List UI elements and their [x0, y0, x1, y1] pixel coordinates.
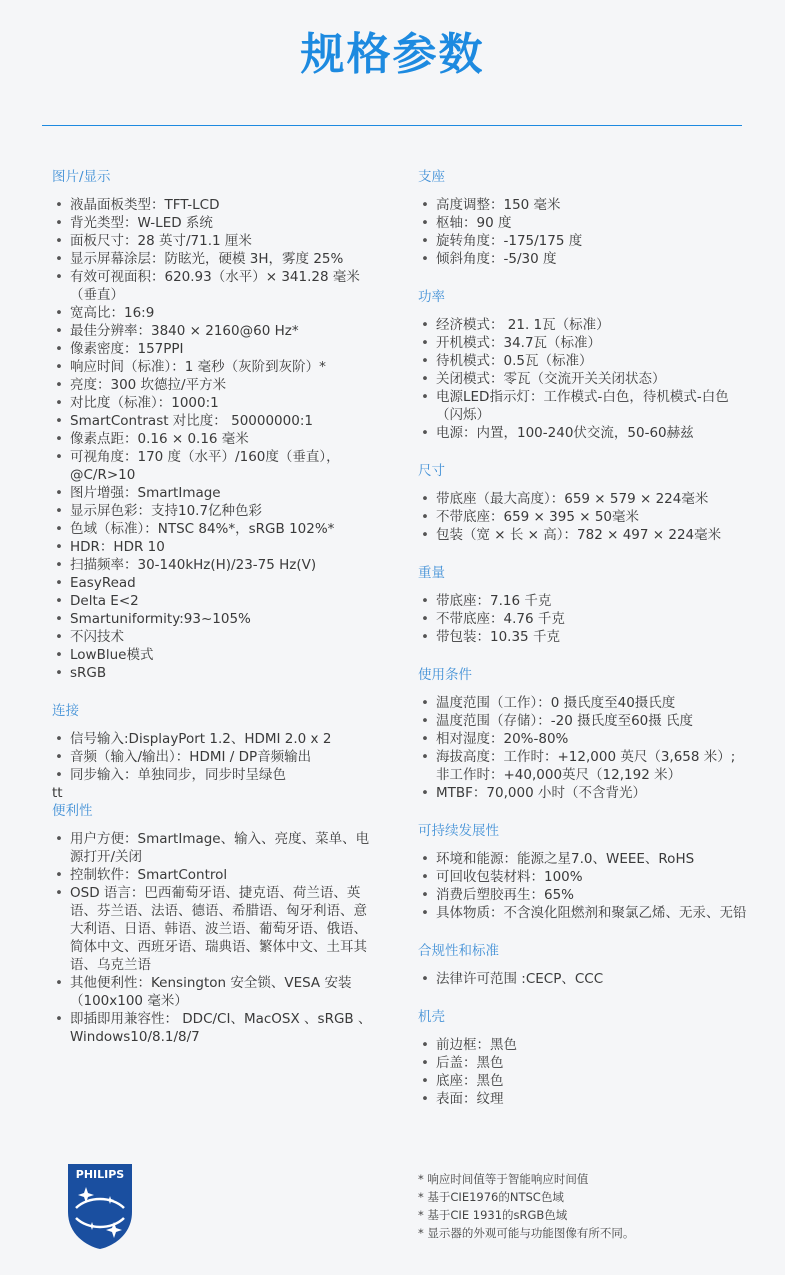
spec-item: • 响应时间（标准）：1 毫秒（灰阶到灰阶）* [52, 358, 372, 376]
spec-item: • 背光类型：W-LED 系统 [52, 214, 372, 232]
spec-item: • 亮度：300 坎德拉/平方米 [52, 376, 372, 394]
spec-item: • 前边框：黑色 [418, 1036, 748, 1054]
page-title: 规格参数 [300, 29, 485, 80]
spec-item: • 带底座：7.16 千克 [418, 592, 748, 610]
spec-item: • 音频（输入/输出）：HDMI / DP音频输出 [52, 748, 372, 766]
spec-item: • 法律许可范围 :CECP、CCC [418, 970, 748, 988]
spec-item: • 用户方便：SmartImage、输入、亮度、菜单、电源打开/关闭 [52, 830, 372, 866]
spec-item: • MTBF：70,000 小时（不含背光） [418, 784, 748, 802]
spec-list [418, 316, 748, 442]
spec-item: • 色域（标准）：NTSC 84%*，sRGB 102%* [52, 520, 372, 538]
spec-item: • 高度调整：150 毫米 [418, 196, 748, 214]
spec-item: • 像素点距：0.16 × 0.16 毫米 [52, 430, 372, 448]
spec-section [418, 564, 748, 646]
spec-section [418, 666, 748, 802]
spec-item: • 其他便利性：Kensington 安全锁、VESA 安装（100x100 毫米） [52, 974, 372, 1010]
section-title: 使用条件 [418, 667, 472, 683]
spec-item: • 信号输入:DisplayPort 1.2、HDMI 2.0 x 2 [52, 730, 372, 748]
spec-item: • 液晶面板类型：TFT-LCD [52, 196, 372, 214]
spec-item: • 包装（宽 × 长 × 高）：782 × 497 × 224毫米 [418, 526, 748, 544]
spec-item: • 不带底座：4.76 千克 [418, 610, 748, 628]
spec-item: • LowBlue模式 [52, 646, 372, 664]
spec-item: • 有效可视面积：620.93（水平）× 341.28 毫米（垂直） [52, 268, 372, 304]
spec-section [418, 462, 748, 544]
spec-item: • 枢轴：90 度 [418, 214, 748, 232]
spec-item: • 消费后塑胶再生：65% [418, 886, 748, 904]
spec-section [52, 802, 372, 1046]
footnote: * 响应时间值等于智能响应时间值 [418, 1172, 589, 1186]
footnotes [418, 1170, 758, 1242]
spec-section [418, 942, 748, 988]
spec-section [52, 702, 372, 802]
spec-item: • 像素密度：157PPI [52, 340, 372, 358]
spec-item: • 显示屏幕涂层：防眩光，硬模 3H，雾度 25% [52, 250, 372, 268]
spec-item: • 电源：内置，100-240伏交流，50-60赫兹 [418, 424, 748, 442]
spec-item: • 带包装：10.35 千克 [418, 628, 748, 646]
spec-item: • 对比度（标准）：1000:1 [52, 394, 372, 412]
spec-item: • 可视角度：170 度（水平）/160度（垂直），@C/R>10 [52, 448, 372, 484]
footnote: * 显示器的外观可能与功能图像有所不同。 [418, 1226, 635, 1240]
spec-item: • 相对湿度：20%-80% [418, 730, 748, 748]
spec-item: • 表面：纹理 [418, 1090, 748, 1108]
section-title: 支座 [418, 169, 445, 185]
section-title: 可持续发展性 [418, 823, 499, 839]
spec-item: • 宽高比：16:9 [52, 304, 372, 322]
spec-section [418, 822, 748, 922]
spec-item: • 显示屏色彩：支持10.7亿种色彩 [52, 502, 372, 520]
spec-item: • 温度范围（存储）：-20 摄氏度至60摄 氏度 [418, 712, 748, 730]
spec-item: • 不闪技术 [52, 628, 372, 646]
section-title: 连接 [52, 703, 79, 719]
spec-item: • 最佳分辨率：3840 × 2160@60 Hz* [52, 322, 372, 340]
section-title: 图片/显示 [52, 169, 111, 185]
spec-section [52, 168, 372, 682]
spec-item: • 待机模式：0.5瓦（标准） [418, 352, 748, 370]
section-title: 尺寸 [418, 463, 445, 479]
spec-item: • 具体物质：不含溴化阻燃剂和聚氯乙烯、无汞、无铅 [418, 904, 748, 922]
spec-list [418, 850, 748, 922]
spec-item: • OSD 语言：巴西葡萄牙语、捷克语、荷兰语、英语、芬兰语、法语、德语、希腊语、匈牙利语、意大利语、日语、韩语、波兰语、葡萄牙语、俄语、简体中文、西班牙语、瑞典语、繁体中文、土耳其语、乌克兰语 [52, 884, 372, 974]
spec-item: • 底座：黑色 [418, 1072, 748, 1090]
spec-list [418, 490, 748, 544]
spec-item: • 图片增强：SmartImage [52, 484, 372, 502]
spec-item: • 倾斜角度：-5/30 度 [418, 250, 748, 268]
philips-shield-logo [66, 1162, 134, 1250]
title-divider [42, 125, 742, 126]
footnote: * 基于CIE1976的NTSC色域 [418, 1190, 564, 1204]
section-title: 便利性 [52, 803, 93, 819]
spec-item: • 温度范围（工作）：0 摄氏度至40摄氏度 [418, 694, 748, 712]
section-title: 合规性和标准 [418, 943, 499, 959]
spec-section [418, 168, 748, 268]
spec-item: • 可回收包装材料：100% [418, 868, 748, 886]
spec-list [52, 730, 372, 784]
spec-item: • HDR：HDR 10 [52, 538, 372, 556]
spec-item: • 海拔高度：工作时：+12,000 英尺（3,658 米）;非工作时：+40,000英尺（12,192 米） [418, 748, 748, 784]
spec-item: • EasyRead [52, 574, 372, 592]
spec-item: • 面板尺寸：28 英寸/71.1 厘米 [52, 232, 372, 250]
spec-list [418, 970, 748, 988]
spec-item: • 旋转角度：-175/175 度 [418, 232, 748, 250]
spec-item: • 开机模式：34.7瓦（标准） [418, 334, 748, 352]
spec-item: • 同步输入：单独同步，同步时呈绿色 [52, 766, 372, 784]
spec-item: • 经济模式： 21. 1瓦（标准） [418, 316, 748, 334]
spec-section [418, 288, 748, 442]
spec-list [52, 830, 372, 1046]
spec-item: • 后盖：黑色 [418, 1054, 748, 1072]
spec-item: • Smartuniformity:93~105% [52, 610, 372, 628]
spec-item: • 环境和能源：能源之星7.0、WEEE、RoHS [418, 850, 748, 868]
spec-item: • 关闭模式：零瓦（交流开关关闭状态） [418, 370, 748, 388]
spec-item: • 控制软件：SmartControl [52, 866, 372, 884]
right-spec-column [418, 168, 748, 1108]
spec-section [418, 1008, 748, 1108]
section-title: 机壳 [418, 1009, 445, 1025]
logo-wordmark: PHILIPS [75, 1168, 125, 1181]
spec-item: • Delta E<2 [52, 592, 372, 610]
spec-item: • sRGB [52, 664, 372, 682]
spec-list [418, 694, 748, 802]
spec-list [52, 196, 372, 682]
spec-list [418, 196, 748, 268]
footnote: * 基于CIE 1931的sRGB色域 [418, 1208, 568, 1222]
spec-item: • 不带底座：659 × 395 × 50毫米 [418, 508, 748, 526]
left-spec-column [52, 168, 372, 1046]
spec-list [418, 592, 748, 646]
spec-item: • 即插即用兼容性： DDC/CI、MacOSX 、sRGB 、 Windows10/8.1/8/7 [52, 1010, 372, 1046]
spec-item: • 电源LED指示灯：工作模式-白色，待机模式-白色（闪烁） [418, 388, 748, 424]
spec-item: • 带底座（最大高度）：659 × 579 × 224毫米 [418, 490, 748, 508]
section-title: 功率 [418, 289, 445, 305]
stray-text: tt [52, 785, 63, 801]
spec-list [418, 1036, 748, 1108]
spec-item: • SmartContrast 对比度： 50000000:1 [52, 412, 372, 430]
spec-item: • 扫描频率：30-140kHz(H)/23-75 Hz(V) [52, 556, 372, 574]
section-title: 重量 [418, 565, 445, 581]
